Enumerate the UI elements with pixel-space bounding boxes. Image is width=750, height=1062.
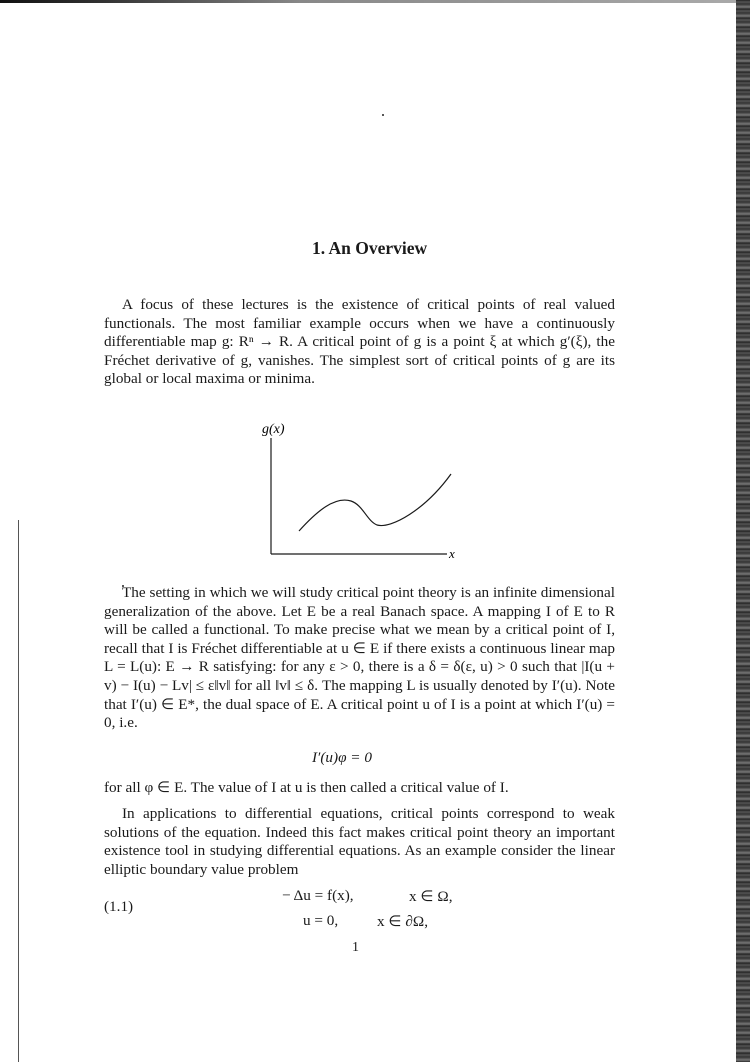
- paragraph-intro: [104, 296, 615, 389]
- paragraph-intro-text: A focus of these lectures is the existence of critical points of real valued functionals. The most familiar example occurs when we have a continuously differentiable map g: Rⁿ → R. A critical point of g is a point ξ at which g′(ξ), the Fréchet derivative of g, vanishes. The simplest sort of critical points of g are its global or local maxima or minima.: [104, 296, 615, 388]
- equation-line2-left: u = 0,: [303, 912, 339, 929]
- function-curve: [299, 474, 451, 531]
- equation-line2-right: x ∈ ∂Ω,: [377, 913, 429, 930]
- equation-line1-left: − Δu = f(x),: [282, 887, 354, 904]
- scan-edge-left: [18, 520, 19, 1062]
- paragraph-setting-text: The setting in which we will study critical point theory is an infinite dimensional generalization of the above. Let E be a real Banach space. A mapping I of E to R will be called a functional. To make precise what we mean by a critical point of I, recall that I is Fréchet differentiable at u ∈ E if there exists a continuous linear map L = L(u): E → R satisfying: for any ε > 0, there is a δ = δ(ε, u) > 0 such that |I(u + v) − I(u) − Lv| ≤ ε‖v‖ for all ‖v‖ ≤ δ. The mapping L is usually denoted by I′(u). Note that I′(u) ∈ E*, the dual space of E. A critical point u of I is a point at which I′(u) = 0, i.e.: [104, 584, 615, 732]
- equation-label: (1.1): [104, 898, 134, 915]
- scan-edge-right: [736, 0, 750, 1062]
- y-axis-label: g(x): [262, 422, 285, 437]
- section-title: 1. An Overview: [312, 238, 428, 258]
- equation-line1-right: x ∈ Ω,: [409, 888, 453, 905]
- paragraph-critical-value-text: for all φ ∈ E. The value of I at u is then called a critical value of I.: [104, 779, 509, 796]
- scan-edge-top: [0, 0, 750, 3]
- equation-critical-point: I′(u)φ = 0: [312, 749, 372, 766]
- page-number: 1: [352, 940, 359, 955]
- paragraph-setting: [104, 584, 615, 733]
- paragraph-critical-value: [104, 779, 615, 798]
- scan-speck: [382, 114, 384, 116]
- paragraph-applications-text: In applications to differential equations, critical points correspond to weak solutions of the equation. Indeed this fact makes critical point theory an important existence tool in studying differential equations. As an example consider the linear elliptic boundary value problem: [104, 805, 615, 878]
- figure-svg: [255, 418, 475, 568]
- x-axis-label: x: [449, 546, 455, 561]
- critical-point-figure: [255, 418, 475, 572]
- paragraph-applications: [104, 805, 615, 879]
